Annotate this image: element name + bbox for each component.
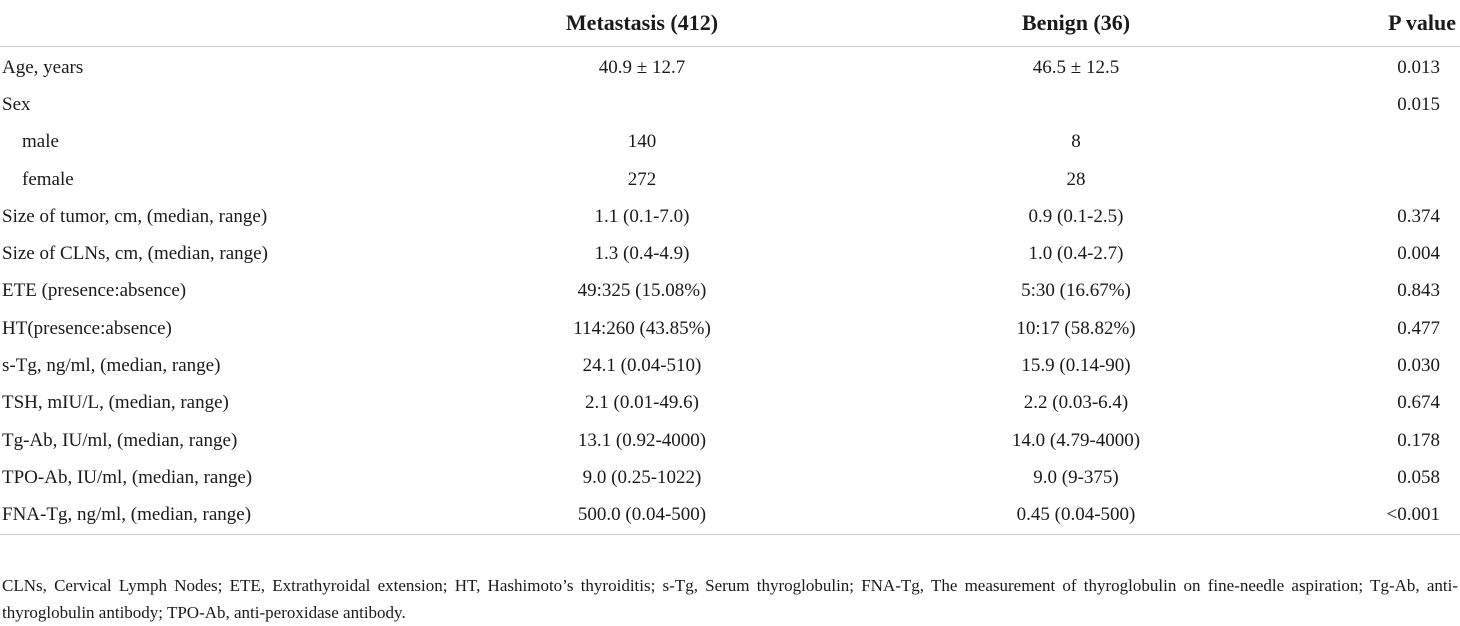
benign-value: 14.0 (4.79-4000) bbox=[1011, 429, 1141, 451]
table-row bbox=[0, 161, 1460, 198]
table-row bbox=[0, 86, 1460, 123]
row-label: female bbox=[22, 168, 74, 190]
table-row bbox=[0, 422, 1460, 459]
row-label: Sex bbox=[2, 93, 31, 115]
benign-value: 1.0 (0.4-2.7) bbox=[1028, 243, 1124, 265]
row-label: Age, years bbox=[2, 56, 84, 78]
row-label: TPO-Ab, IU/ml, (median, range) bbox=[2, 466, 253, 488]
row-label: FNA-Tg, ng/ml, (median, range) bbox=[0, 497, 462, 535]
table-row bbox=[0, 459, 1460, 496]
metastasis-value: 272 bbox=[627, 168, 657, 190]
p-value: 0.015 bbox=[1397, 93, 1440, 115]
table-row bbox=[0, 347, 1460, 384]
row-label: Size of tumor, cm, (median, range) bbox=[2, 205, 268, 227]
p-value: 0.013 bbox=[1397, 56, 1440, 78]
metastasis-value: 114:260 (43.85%) bbox=[573, 317, 711, 339]
row-label: HT(presence:absence) bbox=[2, 317, 172, 339]
benign-value: 8 bbox=[1071, 131, 1081, 153]
benign-value: 0.9 (0.1-2.5) bbox=[1028, 205, 1124, 227]
benign-value: 5:30 (16.67%) bbox=[1021, 280, 1131, 302]
header-metastasis: Metastasis (412) bbox=[462, 0, 822, 47]
table-row bbox=[0, 497, 1460, 535]
p-value: <0.001 bbox=[1330, 497, 1460, 535]
metastasis-value: 140 bbox=[627, 131, 657, 153]
p-value: 0.674 bbox=[1397, 392, 1440, 414]
table-header-row bbox=[0, 0, 1460, 47]
benign-value: 28 bbox=[1066, 168, 1086, 190]
p-value: 0.374 bbox=[1397, 205, 1440, 227]
row-label: Size of CLNs, cm, (median, range) bbox=[2, 243, 268, 265]
row-label: Tg-Ab, IU/ml, (median, range) bbox=[2, 429, 238, 451]
metastasis-value: 9.0 (0.25-1022) bbox=[582, 466, 702, 488]
table-row bbox=[0, 385, 1460, 422]
p-value bbox=[1330, 124, 1460, 161]
row-label: male bbox=[22, 131, 59, 153]
benign-value: 2.2 (0.03-6.4) bbox=[1023, 392, 1129, 414]
table-footnote: CLNs, Cervical Lymph Nodes; ETE, Extrathyroidal extension; HT, Hashimoto’s thyroiditis; s-Tg, Serum thyroglobulin; FNA-Tg, The measurement of thyroglobulin on fine-needle aspiration; Tg-Ab, anti-thyroglobulin antibody; TPO-Ab, anti-peroxidase antibody. bbox=[2, 576, 1458, 622]
p-value: 0.477 bbox=[1397, 317, 1440, 339]
row-label: TSH, mIU/L, (median, range) bbox=[2, 392, 229, 414]
benign-value: 10:17 (58.82%) bbox=[1016, 317, 1136, 339]
benign-value: 46.5 ± 12.5 bbox=[1032, 56, 1120, 78]
header-characteristic bbox=[0, 0, 462, 47]
metastasis-value bbox=[462, 86, 822, 123]
table-row bbox=[0, 124, 1460, 161]
benign-value: 0.45 (0.04-500) bbox=[822, 497, 1330, 535]
metastasis-value: 1.1 (0.1-7.0) bbox=[594, 205, 690, 227]
metastasis-value: 24.1 (0.04-510) bbox=[582, 355, 702, 377]
table-row bbox=[0, 235, 1460, 272]
row-label: ETE (presence:absence) bbox=[2, 280, 187, 302]
metastasis-value: 49:325 (15.08%) bbox=[577, 280, 707, 302]
table-row bbox=[0, 198, 1460, 235]
header-p-value: P value bbox=[1330, 0, 1460, 47]
benign-value: 15.9 (0.14-90) bbox=[1021, 355, 1131, 377]
metastasis-value: 40.9 ± 12.7 bbox=[598, 56, 686, 78]
p-value: 0.178 bbox=[1397, 429, 1440, 451]
p-value bbox=[1330, 161, 1460, 198]
metastasis-value: 500.0 (0.04-500) bbox=[462, 497, 822, 535]
table-row bbox=[0, 310, 1460, 347]
header-benign: Benign (36) bbox=[822, 0, 1330, 47]
benign-value: 9.0 (9-375) bbox=[1033, 466, 1119, 488]
metastasis-value: 13.1 (0.92-4000) bbox=[577, 429, 707, 451]
p-value: 0.058 bbox=[1397, 466, 1440, 488]
metastasis-value: 1.3 (0.4-4.9) bbox=[594, 243, 690, 265]
p-value: 0.004 bbox=[1397, 243, 1440, 265]
table-row bbox=[0, 273, 1460, 310]
p-value: 0.843 bbox=[1397, 280, 1440, 302]
benign-value bbox=[822, 86, 1330, 123]
table-row bbox=[0, 47, 1460, 87]
row-label: s-Tg, ng/ml, (median, range) bbox=[2, 355, 221, 377]
metastasis-value: 2.1 (0.01-49.6) bbox=[585, 392, 699, 414]
p-value: 0.030 bbox=[1397, 355, 1440, 377]
